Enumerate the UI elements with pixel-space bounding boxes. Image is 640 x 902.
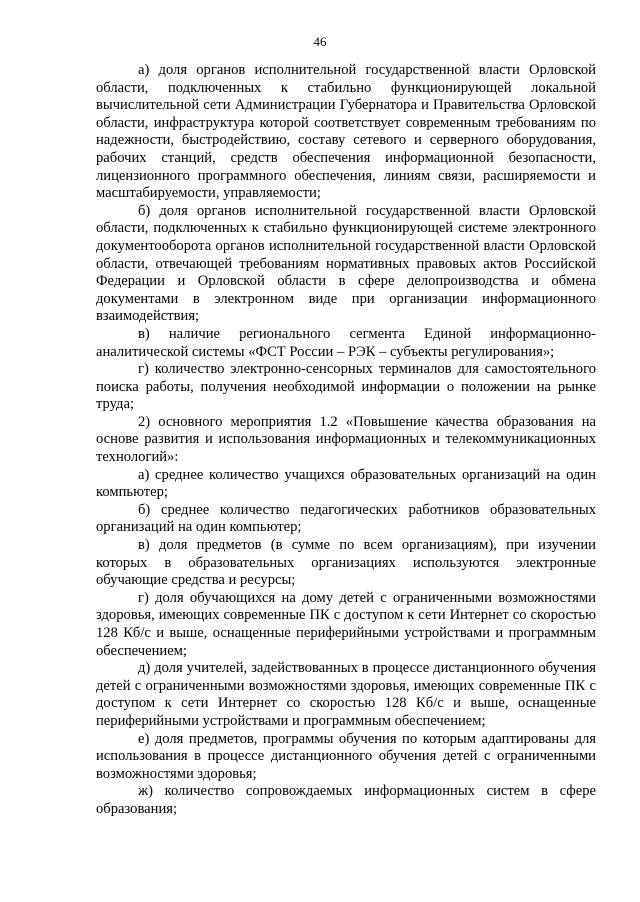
paragraph-indicator-e-adapted-subjects: е) доля предметов, программы обучения по которым адаптированы для использования в процессе дистанционного обучения детей с ограниченными возможностями здоровья; — [96, 730, 596, 782]
paragraph-indicator-b-teachers-per-computer: б) среднее количество педагогических работников образовательных организаций на один компьютер; — [96, 501, 596, 536]
paragraph-indicator-v-regional-segment: в) наличие регионального сегмента Единой информационно-аналитической системы «ФСТ России – РЭК – субъекты регулирования»; — [96, 325, 596, 360]
paragraph-indicator-d-distance-teachers: д) доля учителей, задействованных в процессе дистанционного обучения детей с ограниченными возможностями здоровья, имеющих современные ПК с доступом к сети Интернет со скоростью 128 Кб/с и выше, оснащенные периферийными устройствами и программным обеспечением; — [96, 660, 596, 729]
document-body — [96, 62, 596, 819]
paragraph-indicator-g-sensor-terminals: г) количество электронно-сенсорных терминалов для самостоятельного поиска работы, получения необходимой информации о положении на рынке труда; — [96, 361, 596, 413]
paragraph-main-activity-1-2: 2) основного мероприятия 1.2 «Повышение качества образования на основе развития и использования информационных и телекоммуникационных технологий»: — [96, 413, 596, 466]
paragraph-indicator-zh-info-systems: ж) количество сопровождаемых информационных систем в сфере образования; — [96, 783, 596, 817]
paragraph-indicator-g-home-students: г) доля обучающихся на дому детей с ограниченными возможностями здоровья, имеющих современные ПК с доступом к сети Интернет со скоростью 128 Кб/с и выше, оснащенные периферийными устройствами и программным обеспечением; — [96, 589, 596, 659]
paragraph-indicator-a-students-per-computer: а) среднее количество учащихся образовательных организаций на один компьютер; — [96, 466, 596, 501]
paragraph-indicator-a-lan-share: а) доля органов исполнительной государственной власти Орловской области, подключенных к стабильно функционирующей локальной вычислительной сети Администрации Губернатора и Правительства Орловской области, инфраструктура которой соответствует современным требованиям по надежности, быстродействию, составу сетевого и серверного оборудования, рабочих станций, средств обеспечения информационной безопасности, лицензионного программного обеспечения, линиям связи, расширяемости и масштабируемости, управляемости; — [96, 62, 596, 202]
page-number: 46 — [313, 34, 327, 49]
paragraph-indicator-b-edm-share: б) доля органов исполнительной государственной власти Орловской области, подключенных к стабильно функционирующей системе электронного документооборота органов исполнительной государственной власти Орловской области, отвечающей требованиям нормативных правовых актов Российской Федерации и Орловской области в сфере делопроизводства и обмена документами в электронном виде при организации информационного взаимодействия; — [96, 202, 596, 325]
paragraph-indicator-v-electronic-resources: в) доля предметов (в сумме по всем организациям), при изучении которых в образовательных организациях используются электронные обучающие средства и ресурсы; — [96, 537, 596, 589]
